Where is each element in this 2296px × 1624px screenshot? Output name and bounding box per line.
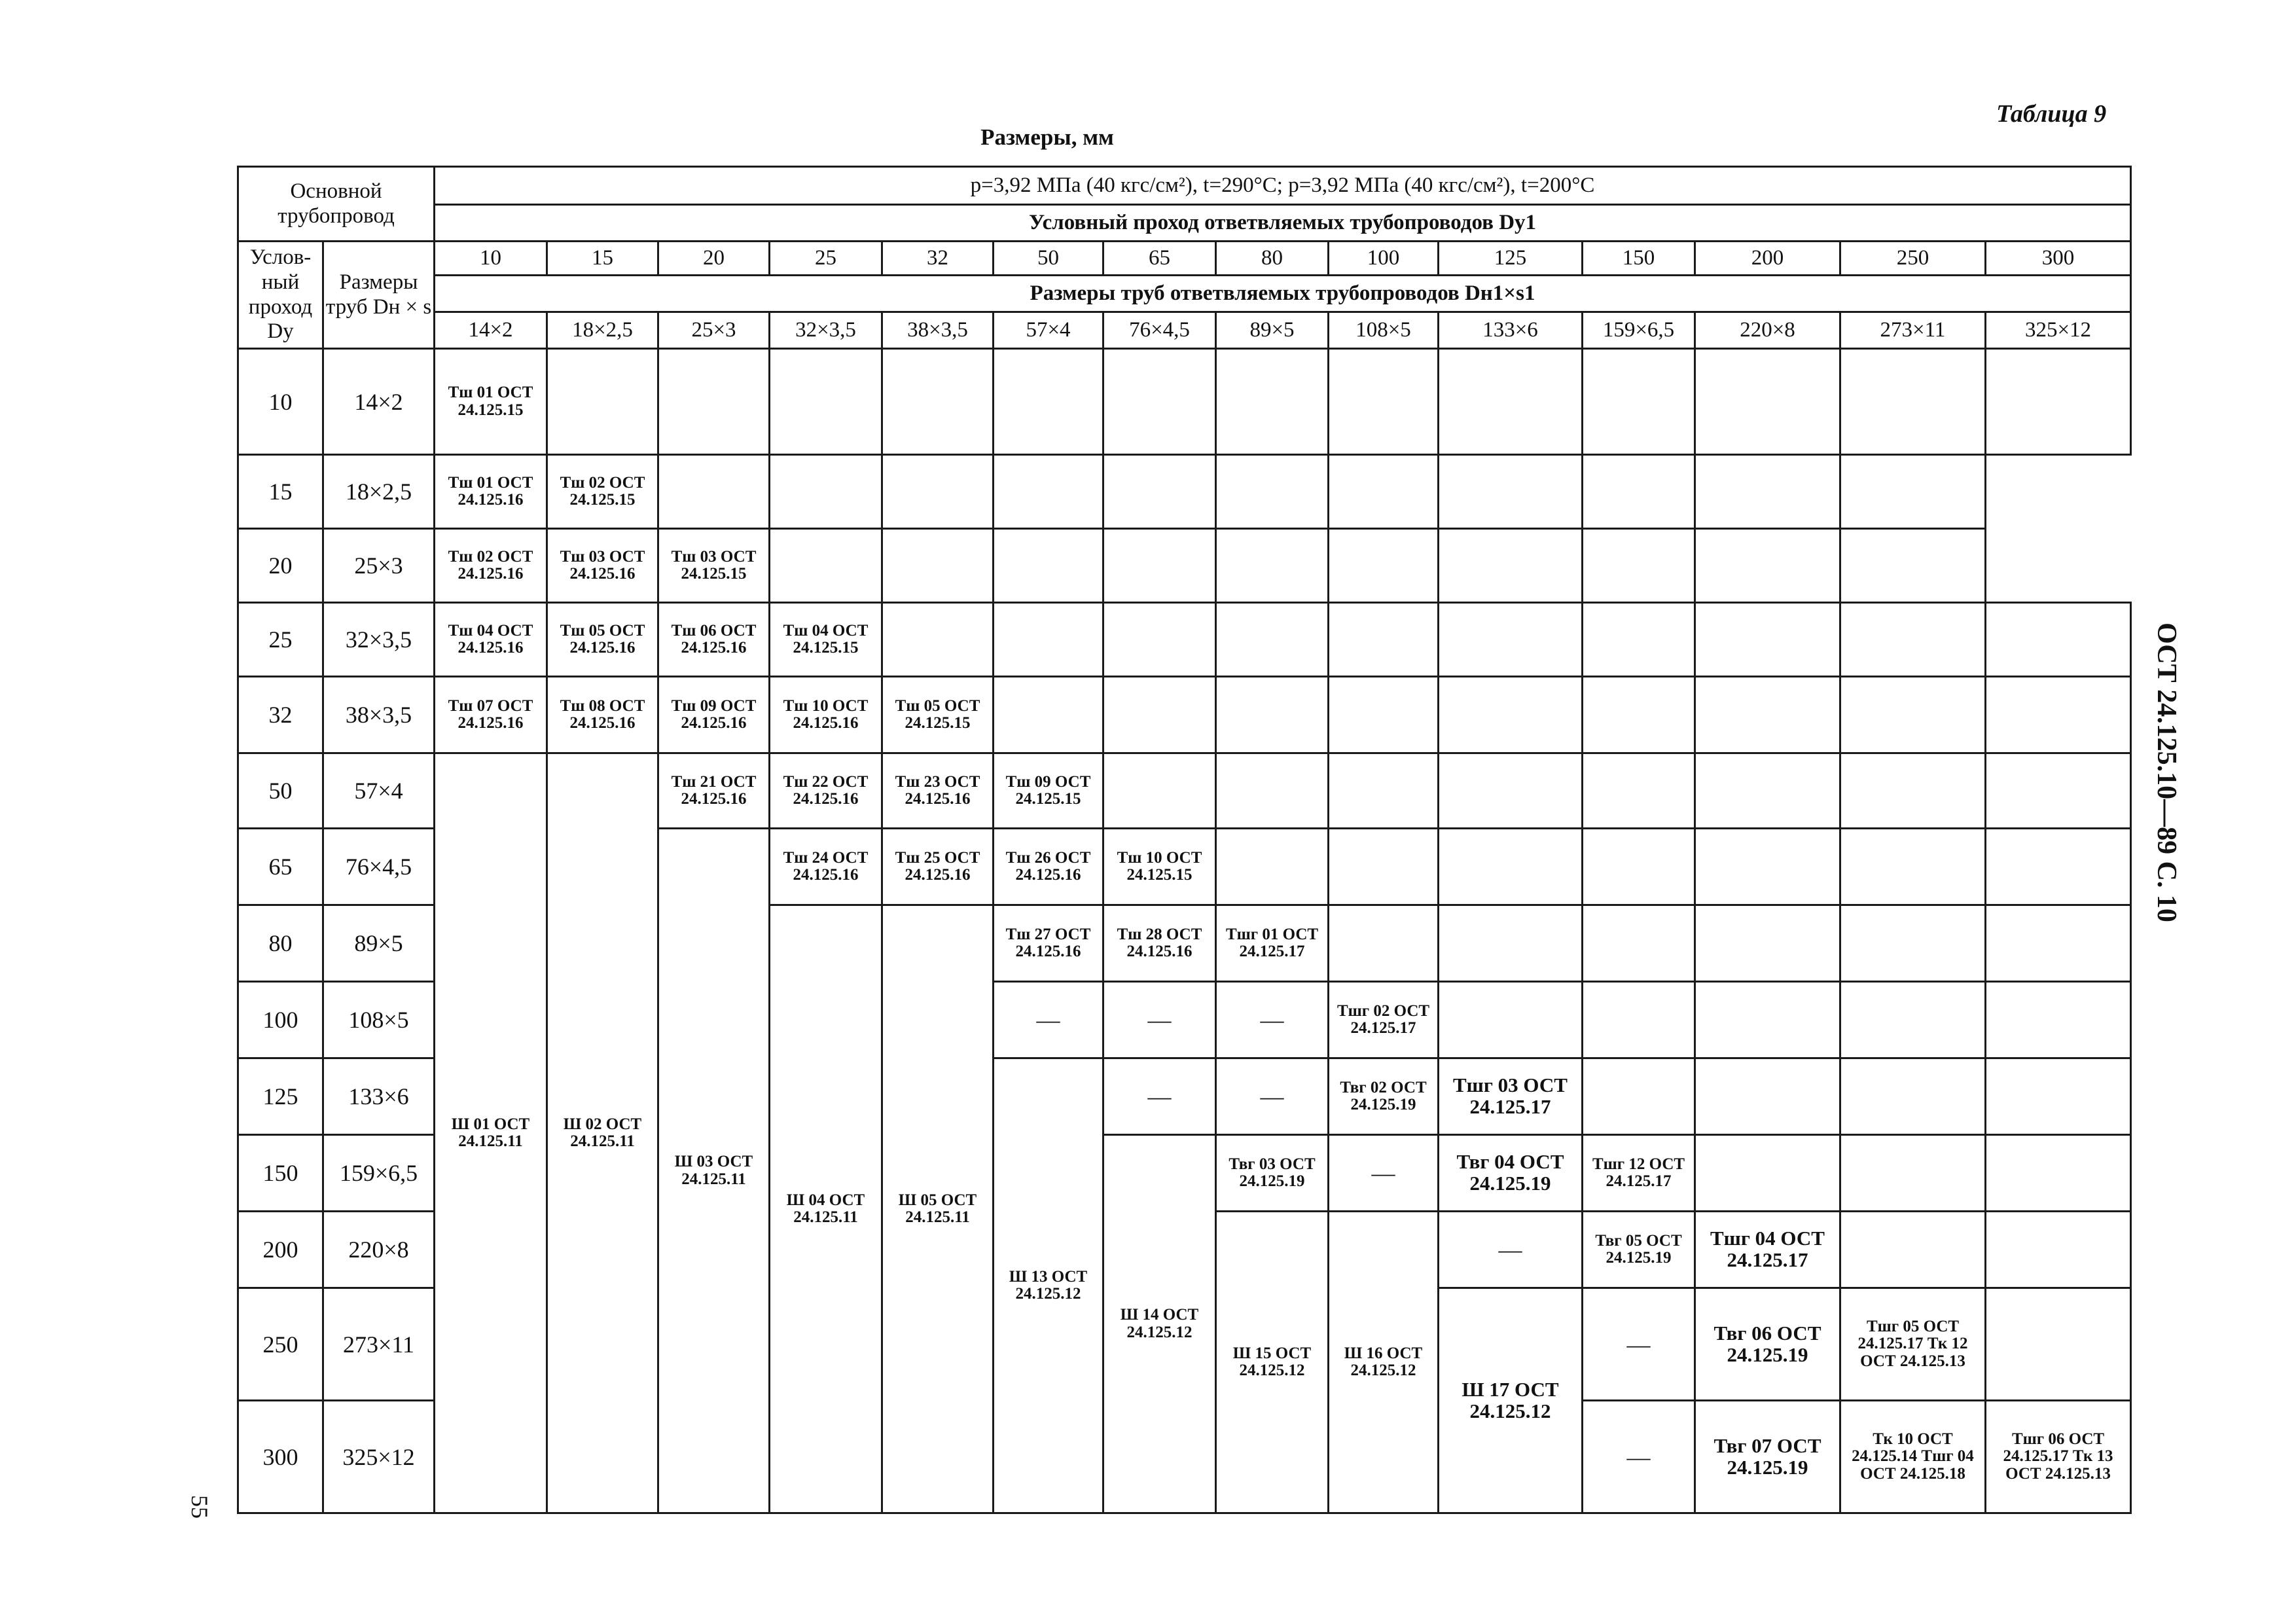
table-row <box>238 529 2131 603</box>
empty-cell <box>770 349 882 455</box>
row-dy: 200 <box>238 1212 323 1288</box>
span-fitting-cell: Ш 14 ОСТ 24.125.12 <box>1103 1135 1216 1513</box>
empty-cell <box>1695 529 1840 603</box>
empty-cell <box>1986 349 2131 455</box>
header-main-pipeline: Основной трубопровод <box>238 167 435 242</box>
row-dy: 150 <box>238 1135 323 1212</box>
empty-cell <box>1840 455 1986 529</box>
span-fitting-cell: Ш 04 ОСТ 24.125.11 <box>770 905 882 1513</box>
dash-cell: — <box>994 982 1103 1058</box>
empty-cell <box>1439 529 1583 603</box>
empty-cell <box>1216 677 1329 753</box>
row-size: 14×2 <box>323 349 435 455</box>
row-size: 325×12 <box>323 1401 435 1513</box>
span-fitting-cell: Ш 16 ОСТ 24.125.12 <box>1329 1212 1439 1513</box>
empty-cell <box>1986 677 2131 753</box>
branch-bore: 125 <box>1439 242 1583 276</box>
empty-cell <box>1840 982 1986 1058</box>
row-dy: 15 <box>238 455 323 529</box>
empty-cell <box>1439 349 1583 455</box>
empty-cell <box>1695 677 1840 753</box>
branch-size: 38×3,5 <box>882 312 994 349</box>
span-fitting-cell: Ш 01 ОСТ 24.125.11 <box>435 753 547 1513</box>
empty-cell <box>1103 529 1216 603</box>
branch-bore: 20 <box>658 242 770 276</box>
branch-size: 108×5 <box>1329 312 1439 349</box>
empty-cell <box>1439 829 1583 905</box>
fitting-cell: Тш 23 ОСТ 24.125.16 <box>882 753 994 829</box>
empty-cell <box>1695 349 1840 455</box>
branch-bore: 25 <box>770 242 882 276</box>
fitting-cell: Тш 10 ОСТ 24.125.16 <box>770 677 882 753</box>
row-size: 159×6,5 <box>323 1135 435 1212</box>
branch-bore: 300 <box>1986 242 2131 276</box>
empty-cell <box>1840 905 1986 982</box>
dash-cell: — <box>1103 982 1216 1058</box>
pipe-fittings-table <box>237 166 2132 1514</box>
branch-size: 18×2,5 <box>547 312 658 349</box>
empty-cell <box>1840 677 1986 753</box>
empty-cell <box>994 455 1103 529</box>
header-branch-bore-title: Условный проход ответвляемых трубопроводов Dу1 <box>435 205 2131 242</box>
fitting-cell: Тш 07 ОСТ 24.125.16 <box>435 677 547 753</box>
empty-cell <box>1583 829 1695 905</box>
fitting-cell: Тш 05 ОСТ 24.125.16 <box>547 603 658 677</box>
empty-cell <box>1439 677 1583 753</box>
fitting-cell: Тш 08 ОСТ 24.125.16 <box>547 677 658 753</box>
row-size: 57×4 <box>323 753 435 829</box>
empty-cell <box>1583 905 1695 982</box>
span-fitting-cell: Ш 02 ОСТ 24.125.11 <box>547 753 658 1513</box>
empty-cell <box>1840 529 1986 603</box>
empty-cell <box>1439 455 1583 529</box>
table-row <box>238 349 2131 455</box>
fitting-cell: Тшг 01 ОСТ 24.125.17 <box>1216 905 1329 982</box>
row-dy: 250 <box>238 1288 323 1401</box>
branch-size: 159×6,5 <box>1583 312 1695 349</box>
branch-size: 220×8 <box>1695 312 1840 349</box>
empty-cell <box>547 349 658 455</box>
fitting-cell: Тш 10 ОСТ 24.125.15 <box>1103 829 1216 905</box>
row-size: 108×5 <box>323 982 435 1058</box>
empty-cell <box>1216 455 1329 529</box>
fitting-cell: Тш 01 ОСТ 24.125.15 <box>435 349 547 455</box>
fitting-cell: Тш 09 ОСТ 24.125.16 <box>658 677 770 753</box>
dash-cell: — <box>1329 1135 1439 1212</box>
empty-cell <box>1695 1135 1840 1212</box>
empty-cell <box>1986 1288 2131 1401</box>
branch-size: 273×11 <box>1840 312 1986 349</box>
dash-cell: — <box>1439 1212 1583 1288</box>
empty-cell <box>1986 753 2131 829</box>
empty-cell <box>1329 603 1439 677</box>
span-fitting-cell: Ш 03 ОСТ 24.125.11 <box>658 829 770 1513</box>
empty-cell <box>1216 529 1329 603</box>
fitting-cell: Тш 25 ОСТ 24.125.16 <box>882 829 994 905</box>
fitting-cell: Твг 07 ОСТ 24.125.19 <box>1695 1401 1840 1513</box>
side-document-code: ОСТ 24.125.10—89 С. 10 <box>2151 623 2181 922</box>
fitting-cell: Тш 04 ОСТ 24.125.16 <box>435 603 547 677</box>
fitting-cell: Тш 09 ОСТ 24.125.15 <box>994 753 1103 829</box>
row-size: 32×3,5 <box>323 603 435 677</box>
empty-cell <box>658 455 770 529</box>
branch-size: 89×5 <box>1216 312 1329 349</box>
header-branch-size-title: Размеры труб ответвляемых трубопроводов Dн1×s1 <box>435 276 2131 312</box>
row-dy: 10 <box>238 349 323 455</box>
fitting-cell: Твг 02 ОСТ 24.125.19 <box>1329 1058 1439 1135</box>
dash-cell: — <box>1216 1058 1329 1135</box>
branch-size: 57×4 <box>994 312 1103 349</box>
empty-cell <box>1439 753 1583 829</box>
empty-cell <box>1840 603 1986 677</box>
fitting-cell: Тшг 12 ОСТ 24.125.17 <box>1583 1135 1695 1212</box>
empty-cell <box>1840 1212 1986 1288</box>
fitting-cell: Тшг 06 ОСТ 24.125.17 Тк 13 ОСТ 24.125.13 <box>1986 1401 2131 1513</box>
fitting-cell: Тш 01 ОСТ 24.125.16 <box>435 455 547 529</box>
fitting-cell: Тк 10 ОСТ 24.125.14 Тшг 04 ОСТ 24.125.18 <box>1840 1401 1986 1513</box>
table-title: Таблица 9 <box>1996 100 2107 128</box>
table-row <box>238 603 2131 677</box>
fitting-cell: Тш 22 ОСТ 24.125.16 <box>770 753 882 829</box>
fitting-cell: Тш 28 ОСТ 24.125.16 <box>1103 905 1216 982</box>
empty-cell <box>1103 349 1216 455</box>
row-size: 76×4,5 <box>323 829 435 905</box>
row-size: 89×5 <box>323 905 435 982</box>
empty-cell <box>1329 829 1439 905</box>
empty-cell <box>1695 982 1840 1058</box>
empty-cell <box>1583 349 1695 455</box>
branch-bore: 15 <box>547 242 658 276</box>
fitting-cell: Твг 03 ОСТ 24.125.19 <box>1216 1135 1329 1212</box>
empty-cell <box>882 603 994 677</box>
empty-cell <box>1439 905 1583 982</box>
empty-cell <box>1583 753 1695 829</box>
row-dy: 25 <box>238 603 323 677</box>
empty-cell <box>882 529 994 603</box>
empty-cell <box>1329 677 1439 753</box>
empty-cell <box>1986 905 2131 982</box>
fitting-cell: Тш 26 ОСТ 24.125.16 <box>994 829 1103 905</box>
empty-cell <box>1216 349 1329 455</box>
table-row <box>238 677 2131 753</box>
empty-cell <box>1329 905 1439 982</box>
dash-cell: — <box>1583 1288 1695 1401</box>
span-fitting-cell: Ш 05 ОСТ 24.125.11 <box>882 905 994 1513</box>
row-dy: 300 <box>238 1401 323 1513</box>
empty-cell <box>1329 349 1439 455</box>
dash-cell: — <box>1583 1401 1695 1513</box>
fitting-cell: Тшг 05 ОСТ 24.125.17 Тк 12 ОСТ 24.125.13 <box>1840 1288 1986 1401</box>
fitting-cell: Тш 02 ОСТ 24.125.16 <box>435 529 547 603</box>
branch-size: 25×3 <box>658 312 770 349</box>
row-dy: 32 <box>238 677 323 753</box>
fitting-cell: Твг 06 ОСТ 24.125.19 <box>1695 1288 1840 1401</box>
empty-cell <box>1583 1058 1695 1135</box>
empty-cell <box>1329 455 1439 529</box>
empty-cell <box>1329 529 1439 603</box>
fitting-cell: Тш 03 ОСТ 24.125.15 <box>658 529 770 603</box>
fitting-cell: Твг 04 ОСТ 24.125.19 <box>1439 1135 1583 1212</box>
empty-cell <box>658 349 770 455</box>
fitting-cell: Тшг 04 ОСТ 24.125.17 <box>1695 1212 1840 1288</box>
empty-cell <box>1840 1058 1986 1135</box>
branch-size: 76×4,5 <box>1103 312 1216 349</box>
empty-cell <box>1695 1058 1840 1135</box>
fitting-cell: Тш 24 ОСТ 24.125.16 <box>770 829 882 905</box>
empty-cell <box>1103 603 1216 677</box>
fitting-cell: Тш 21 ОСТ 24.125.16 <box>658 753 770 829</box>
span-fitting-cell: Ш 13 ОСТ 24.125.12 <box>994 1058 1103 1513</box>
page-number: 55 <box>187 1495 213 1519</box>
branch-bore: 32 <box>882 242 994 276</box>
empty-cell <box>994 349 1103 455</box>
branch-bore: 50 <box>994 242 1103 276</box>
row-size: 38×3,5 <box>323 677 435 753</box>
empty-cell <box>770 455 882 529</box>
fitting-cell: Тшг 02 ОСТ 24.125.17 <box>1329 982 1439 1058</box>
branch-bore: 200 <box>1695 242 1840 276</box>
branch-size: 325×12 <box>1986 312 2131 349</box>
empty-cell <box>1840 349 1986 455</box>
branch-bore: 80 <box>1216 242 1329 276</box>
empty-cell <box>1216 603 1329 677</box>
row-dy: 100 <box>238 982 323 1058</box>
branch-bore: 250 <box>1840 242 1986 276</box>
fitting-cell: Твг 05 ОСТ 24.125.19 <box>1583 1212 1695 1288</box>
empty-cell <box>1840 753 1986 829</box>
empty-cell <box>1103 455 1216 529</box>
row-dy: 125 <box>238 1058 323 1135</box>
header-condition: p=3,92 МПа (40 кгс/см²), t=290°C; p=3,92 МПа (40 кгс/см²), t=200°C <box>435 167 2131 205</box>
table-row <box>238 455 2131 529</box>
empty-cell <box>1583 982 1695 1058</box>
row-dy: 20 <box>238 529 323 603</box>
empty-cell <box>1695 603 1840 677</box>
branch-size: 32×3,5 <box>770 312 882 349</box>
empty-cell <box>1695 829 1840 905</box>
fitting-cell: Тш 27 ОСТ 24.125.16 <box>994 905 1103 982</box>
empty-cell <box>882 455 994 529</box>
empty-cell <box>1439 603 1583 677</box>
span-fitting-cell: Ш 15 ОСТ 24.125.12 <box>1216 1212 1329 1513</box>
fitting-cell: Тшг 03 ОСТ 24.125.17 <box>1439 1058 1583 1135</box>
empty-cell <box>994 677 1103 753</box>
fitting-cell: Тш 03 ОСТ 24.125.16 <box>547 529 658 603</box>
dash-cell: — <box>1216 982 1329 1058</box>
empty-cell <box>1583 455 1695 529</box>
header-pipe-size: Размеры труб Dн × s <box>323 242 435 349</box>
empty-cell <box>1986 1135 2131 1212</box>
empty-cell <box>994 603 1103 677</box>
empty-cell <box>1840 1135 1986 1212</box>
empty-cell <box>1695 455 1840 529</box>
empty-cell <box>1216 829 1329 905</box>
fitting-cell: Тш 04 ОСТ 24.125.15 <box>770 603 882 677</box>
empty-cell <box>1103 753 1216 829</box>
empty-cell <box>1583 677 1695 753</box>
empty-cell <box>1840 829 1986 905</box>
branch-bore: 150 <box>1583 242 1695 276</box>
empty-cell <box>1986 1212 2131 1288</box>
fitting-cell: Тш 05 ОСТ 24.125.15 <box>882 677 994 753</box>
branch-size: 14×2 <box>435 312 547 349</box>
empty-cell <box>1695 753 1840 829</box>
empty-cell <box>1986 829 2131 905</box>
empty-cell <box>1583 603 1695 677</box>
empty-cell <box>1439 982 1583 1058</box>
empty-cell <box>1695 905 1840 982</box>
row-dy: 80 <box>238 905 323 982</box>
empty-cell <box>770 529 882 603</box>
row-size: 273×11 <box>323 1288 435 1401</box>
row-size: 133×6 <box>323 1058 435 1135</box>
row-size: 18×2,5 <box>323 455 435 529</box>
branch-bore: 65 <box>1103 242 1216 276</box>
empty-cell <box>1329 753 1439 829</box>
header-nominal-bore: Услов- ный проход Dу <box>238 242 323 349</box>
branch-size: 133×6 <box>1439 312 1583 349</box>
row-dy: 65 <box>238 829 323 905</box>
empty-cell <box>994 529 1103 603</box>
empty-cell <box>1986 982 2131 1058</box>
empty-cell <box>1986 1058 2131 1135</box>
span-fitting-cell: Ш 17 ОСТ 24.125.12 <box>1439 1288 1583 1513</box>
empty-cell <box>1986 603 2131 677</box>
size-caption: Размеры, мм <box>980 124 1114 150</box>
empty-cell <box>882 349 994 455</box>
empty-cell <box>1103 677 1216 753</box>
row-size: 220×8 <box>323 1212 435 1288</box>
empty-cell <box>1583 529 1695 603</box>
fitting-cell: Тш 02 ОСТ 24.125.15 <box>547 455 658 529</box>
row-size: 25×3 <box>323 529 435 603</box>
branch-bore: 100 <box>1329 242 1439 276</box>
row-dy: 50 <box>238 753 323 829</box>
empty-cell <box>1216 753 1329 829</box>
dash-cell: — <box>1103 1058 1216 1135</box>
table-row <box>238 753 2131 829</box>
fitting-cell: Тш 06 ОСТ 24.125.16 <box>658 603 770 677</box>
branch-bore: 10 <box>435 242 547 276</box>
